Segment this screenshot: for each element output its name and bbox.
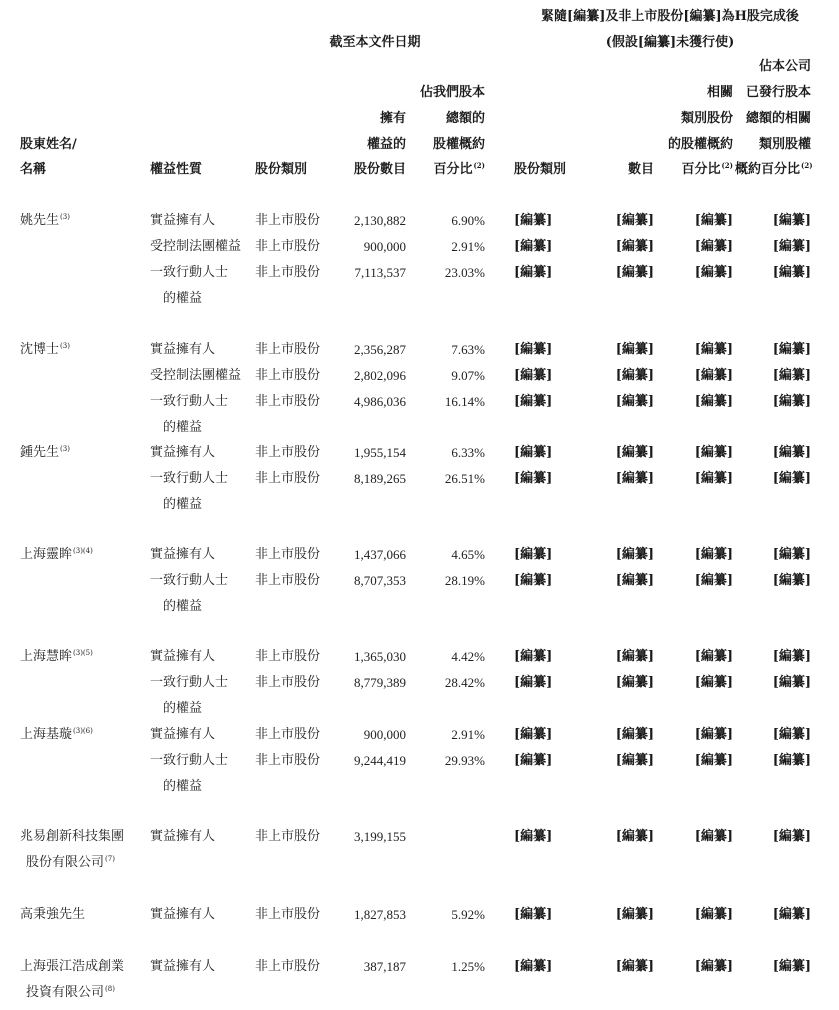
shareholder-name: 上海張江浩成創業 (20, 959, 125, 974)
col-name-line2: 名稱 (20, 162, 47, 177)
shareholding-pct: 28.19% (444, 573, 485, 588)
redacted-relevant-pct: [編纂] (694, 675, 733, 690)
shareholding-pct: 1.25% (451, 959, 485, 974)
redacted-share-class: [編纂] (514, 213, 553, 228)
redacted-number: [編纂] (615, 649, 654, 664)
shareholder-name: 上海基璇$^{(3)(6)}$ (20, 726, 93, 742)
header-group-right-line1: 緊隨[編纂]及非上市股份[編纂]為H股完成後 (541, 9, 799, 24)
interest-nature: 一致行動人士 (150, 471, 229, 486)
share-class: 非上市股份 (255, 471, 321, 486)
col-total-pct-line4: 類別股權 (758, 137, 811, 152)
share-count: 900,000 (363, 239, 406, 254)
col-number-after-header: 數目 (627, 162, 654, 177)
redacted-share-class: [編纂] (514, 907, 553, 922)
interest-nature: 實益擁有人 (150, 649, 216, 664)
share-class: 非上市股份 (255, 649, 321, 664)
share-count: 2,356,287 (354, 342, 406, 357)
share-class: 非上市股份 (255, 727, 321, 742)
share-count: 900,000 (363, 727, 406, 742)
interest-nature: 實益擁有人 (150, 547, 216, 562)
col-rel-pct-line4: 百分比$^{(2)}$ (681, 160, 733, 177)
interest-nature: 一致行動人士 (150, 394, 229, 409)
redacted-number: [編纂] (615, 727, 654, 742)
share-count: 4,986,036 (354, 394, 406, 409)
redacted-share-class: [編纂] (514, 547, 553, 562)
interest-nature-line2: 的權益 (163, 701, 203, 716)
shareholding-pct: 29.93% (444, 753, 485, 768)
shareholding-pct: 7.63% (451, 342, 485, 357)
redacted-number: [編纂] (615, 445, 654, 460)
col-class-after-header: 股份類別 (514, 162, 567, 177)
redacted-number: [編纂] (615, 471, 654, 486)
redacted-relevant-pct: [編纂] (694, 907, 733, 922)
shareholding-pct: 5.92% (451, 907, 485, 922)
redacted-relevant-pct: [編纂] (694, 573, 733, 588)
shareholding-pct: 23.03% (444, 265, 485, 280)
redacted-total-pct: [編纂] (772, 445, 811, 460)
share-class: 非上市股份 (255, 753, 321, 768)
share-count: 8,189,265 (354, 471, 406, 486)
redacted-number: [編纂] (615, 547, 654, 562)
col-shares-line1: 擁有 (379, 111, 406, 126)
redacted-total-pct: [編纂] (772, 573, 811, 588)
share-count: 2,130,882 (354, 213, 406, 228)
redacted-relevant-pct: [編纂] (694, 213, 733, 228)
redacted-relevant-pct: [編纂] (694, 445, 733, 460)
shareholder-name: 高秉強先生 (20, 907, 86, 922)
redacted-number: [編纂] (615, 394, 654, 409)
share-count: 3,199,155 (354, 829, 406, 844)
redacted-number: [編纂] (615, 753, 654, 768)
share-count: 1,955,154 (354, 445, 406, 460)
redacted-share-class: [編纂] (514, 445, 553, 460)
share-count: 8,779,389 (354, 675, 406, 690)
col-shares-line3: 股份數目 (353, 162, 406, 177)
shareholding-pct: 9.07% (451, 368, 485, 383)
redacted-relevant-pct: [編纂] (694, 239, 733, 254)
col-pct-line4: 百分比$^{(2)}$ (433, 160, 485, 177)
interest-nature: 一致行動人士 (150, 753, 229, 768)
share-class: 非上市股份 (255, 368, 321, 383)
share-class: 非上市股份 (255, 573, 321, 588)
shareholding-pct: 28.42% (444, 675, 485, 690)
redacted-relevant-pct: [編纂] (694, 368, 733, 383)
share-count: 8,707,353 (354, 573, 406, 588)
redacted-total-pct: [編纂] (772, 727, 811, 742)
redacted-number: [編纂] (615, 342, 654, 357)
redacted-number: [編纂] (615, 829, 654, 844)
shareholder-name-line2: 股份有限公司$^{(7)}$ (26, 854, 115, 870)
redacted-number: [編纂] (615, 265, 654, 280)
shareholding-pct: 4.65% (451, 547, 485, 562)
share-class: 非上市股份 (255, 342, 321, 357)
share-count: 1,827,853 (354, 907, 406, 922)
share-count: 1,365,030 (354, 649, 406, 664)
shareholder-name: 上海慧眸$^{(3)(5)}$ (20, 648, 93, 664)
interest-nature: 實益擁有人 (150, 342, 216, 357)
shareholding-pct: 6.33% (451, 445, 485, 460)
interest-nature: 一致行動人士 (150, 675, 229, 690)
share-count: 2,802,096 (354, 368, 406, 383)
header-group-left: 截至本文件日期 (329, 35, 421, 50)
interest-nature: 實益擁有人 (150, 907, 216, 922)
redacted-total-pct: [編纂] (772, 265, 811, 280)
redacted-share-class: [編纂] (514, 727, 553, 742)
interest-nature: 實益擁有人 (150, 829, 216, 844)
share-count: 1,437,066 (354, 547, 406, 562)
interest-nature: 一致行動人士 (150, 573, 229, 588)
redacted-relevant-pct: [編纂] (694, 394, 733, 409)
interest-nature-line2: 的權益 (163, 291, 203, 306)
redacted-share-class: [編纂] (514, 471, 553, 486)
shareholding-pct: 2.91% (451, 727, 485, 742)
col-total-pct-line1: 佔本公司 (758, 59, 811, 74)
redacted-relevant-pct: [編纂] (694, 547, 733, 562)
redacted-total-pct: [編纂] (772, 394, 811, 409)
redacted-total-pct: [編纂] (772, 675, 811, 690)
redacted-total-pct: [編纂] (772, 829, 811, 844)
col-total-pct-line5: 概約百分比$^{(2)}$ (735, 160, 813, 177)
share-class: 非上市股份 (255, 394, 321, 409)
redacted-share-class: [編纂] (514, 394, 553, 409)
share-class: 非上市股份 (255, 959, 321, 974)
redacted-relevant-pct: [編纂] (694, 959, 733, 974)
col-rel-pct-line1: 相關 (706, 85, 733, 100)
redacted-total-pct: [編纂] (772, 753, 811, 768)
shareholder-name: 上海靈眸$^{(3)(4)}$ (20, 546, 93, 562)
redacted-total-pct: [編纂] (772, 907, 811, 922)
redacted-share-class: [編纂] (514, 239, 553, 254)
redacted-relevant-pct: [編纂] (694, 649, 733, 664)
redacted-total-pct: [編纂] (772, 649, 811, 664)
col-total-pct-line2: 已發行股本 (745, 85, 811, 100)
shareholding-pct: 6.90% (451, 213, 485, 228)
col-class-header: 股份類別 (255, 162, 308, 177)
interest-nature-line2: 的權益 (163, 599, 203, 614)
redacted-share-class: [編纂] (514, 959, 553, 974)
redacted-total-pct: [編纂] (772, 342, 811, 357)
shareholding-pct: 16.14% (444, 394, 485, 409)
redacted-share-class: [編纂] (514, 342, 553, 357)
redacted-number: [編纂] (615, 368, 654, 383)
shareholder-name: 兆易創新科技集團 (20, 829, 125, 844)
interest-nature: 受控制法團權益 (150, 368, 242, 383)
interest-nature-line2: 的權益 (163, 779, 203, 794)
col-rel-pct-line2: 類別股份 (680, 111, 733, 126)
interest-nature-line2: 的權益 (163, 420, 203, 435)
shareholding-pct: 4.42% (451, 649, 485, 664)
col-pct-line2: 總額的 (445, 111, 485, 126)
redacted-share-class: [編纂] (514, 573, 553, 588)
share-class: 非上市股份 (255, 675, 321, 690)
redacted-total-pct: [編纂] (772, 471, 811, 486)
interest-nature: 受控制法團權益 (150, 239, 242, 254)
redacted-share-class: [編纂] (514, 265, 553, 280)
col-nature-header: 權益性質 (150, 162, 203, 177)
col-pct-line3: 股權概約 (432, 137, 485, 152)
redacted-share-class: [編纂] (514, 368, 553, 383)
redacted-total-pct: [編纂] (772, 959, 811, 974)
share-count: 7,113,537 (354, 265, 406, 280)
col-name-line1: 股東姓名/ (20, 137, 77, 152)
redacted-relevant-pct: [編纂] (694, 265, 733, 280)
interest-nature: 實益擁有人 (150, 445, 216, 460)
shareholder-name-line2: 投資有限公司$^{(8)}$ (26, 984, 115, 1000)
interest-nature: 實益擁有人 (150, 727, 216, 742)
redacted-number: [編纂] (615, 907, 654, 922)
shareholding-pct: 26.51% (444, 471, 485, 486)
redacted-share-class: [編纂] (514, 829, 553, 844)
interest-nature: 一致行動人士 (150, 265, 229, 280)
redacted-relevant-pct: [編纂] (694, 727, 733, 742)
share-count: 387,187 (363, 959, 406, 974)
redacted-relevant-pct: [編纂] (694, 342, 733, 357)
share-class: 非上市股份 (255, 907, 321, 922)
col-rel-pct-line3: 的股權概約 (667, 137, 733, 152)
interest-nature: 實益擁有人 (150, 213, 216, 228)
redacted-total-pct: [編纂] (772, 213, 811, 228)
interest-nature: 實益擁有人 (150, 959, 216, 974)
header-group-right-line2: (假設[編纂]未獲行使) (605, 35, 735, 50)
shareholder-name: 沈博士$^{(3)}$ (20, 341, 70, 357)
redacted-number: [編纂] (615, 213, 654, 228)
col-shares-line2: 權益的 (366, 137, 406, 152)
share-class: 非上市股份 (255, 829, 321, 844)
redacted-share-class: [編纂] (514, 675, 553, 690)
share-class: 非上市股份 (255, 213, 321, 228)
redacted-number: [編纂] (615, 239, 654, 254)
shareholder-name: 姚先生$^{(3)}$ (20, 212, 70, 228)
redacted-number: [編纂] (615, 959, 654, 974)
redacted-total-pct: [編纂] (772, 547, 811, 562)
redacted-relevant-pct: [編纂] (694, 829, 733, 844)
share-class: 非上市股份 (255, 547, 321, 562)
redacted-total-pct: [編纂] (772, 368, 811, 383)
interest-nature-line2: 的權益 (163, 497, 203, 512)
share-class: 非上市股份 (255, 445, 321, 460)
redacted-total-pct: [編纂] (772, 239, 811, 254)
redacted-number: [編纂] (615, 675, 654, 690)
share-class: 非上市股份 (255, 239, 321, 254)
col-pct-line1: 佔我們股本 (419, 85, 485, 100)
redacted-share-class: [編纂] (514, 649, 553, 664)
redacted-relevant-pct: [編纂] (694, 753, 733, 768)
shareholding-pct: 2.91% (451, 239, 485, 254)
col-total-pct-line3: 總額的相關 (745, 111, 811, 126)
share-count: 9,244,419 (354, 753, 406, 768)
redacted-number: [編纂] (615, 573, 654, 588)
redacted-relevant-pct: [編纂] (694, 471, 733, 486)
share-class: 非上市股份 (255, 265, 321, 280)
redacted-share-class: [編纂] (514, 753, 553, 768)
shareholder-name: 鍾先生$^{(3)}$ (20, 444, 70, 460)
